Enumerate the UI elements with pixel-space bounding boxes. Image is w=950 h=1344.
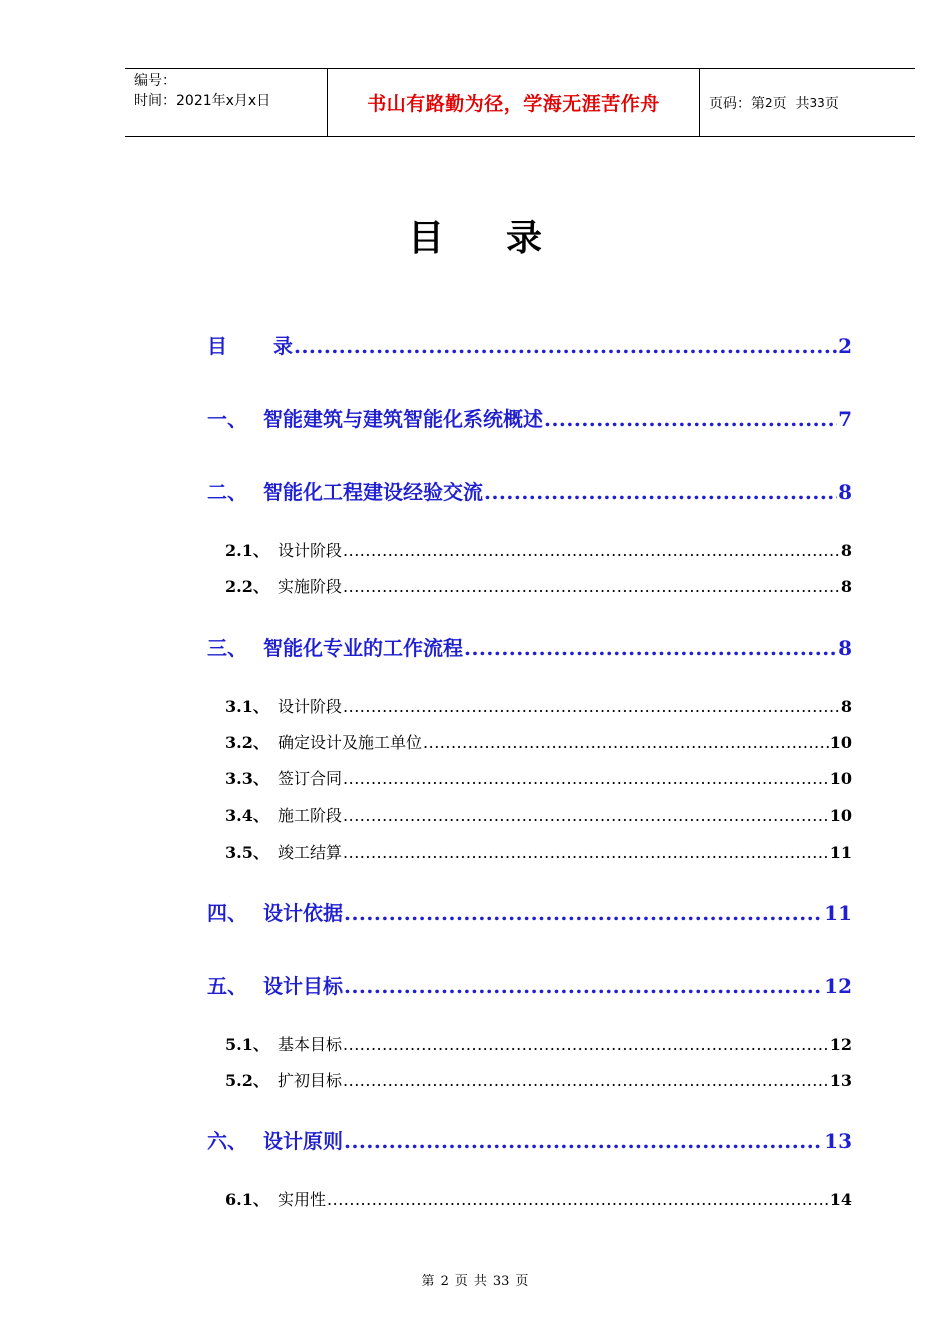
toc-entry-number: 3.1、 [225,697,269,716]
toc-subentry[interactable] [225,840,852,863]
toc-subentry[interactable] [225,1187,852,1210]
page-label: 页码：第 [709,95,765,112]
toc-entry-title: 基本目标 [278,1035,343,1054]
toc-entry-number: 6.1、 [225,1190,269,1209]
toc-dot-leader [343,843,829,862]
header-motto: 书山有路勤为径，学海无涯苦作舟 [327,69,700,136]
footer-label-ye-end: 页 [515,1274,529,1289]
toc-entry-title: 实用性 [278,1190,327,1209]
toc-entry-number: 目 [207,334,227,358]
footer-label-di: 第 [421,1274,435,1289]
toc-entry-title: 确定设计及施工单位 [278,733,423,752]
toc-entry-page: 13 [829,1071,852,1090]
footer-page-number: 2 [440,1274,449,1289]
toc-dot-leader [343,541,840,560]
toc-entry-number: 5.1、 [225,1035,269,1054]
toc-entry-title: 施工阶段 [278,806,343,825]
toc-entry-number: 三、 [207,636,247,660]
toc-dot-leader [343,1071,829,1090]
toc-entry[interactable] [207,403,852,432]
toc-entry[interactable] [207,632,852,661]
toc-dot-leader [484,480,837,504]
toc-entry-page: 11 [824,901,852,925]
toc-dot-leader [343,697,840,716]
toc-subentry[interactable] [225,730,852,753]
toc-entry-title: 设计原则 [263,1129,343,1153]
toc-entry-number: 二、 [207,480,247,504]
toc-entry-page: 8 [838,480,852,504]
toc-dot-leader [344,901,823,925]
toc-entry-title: 设计依据 [263,901,343,925]
toc-entry-title: 签订合同 [278,769,343,788]
footer-page-total: 33 [492,1274,510,1289]
toc-entry[interactable] [207,970,852,999]
toc-entry[interactable] [207,476,852,505]
toc-subentry[interactable] [225,574,852,597]
toc-dot-leader [344,1129,823,1153]
toc-entry[interactable] [207,897,852,926]
toc-entry-page: 10 [829,769,852,788]
toc-entry-title: 设计阶段 [278,541,343,560]
footer-label-ye: 页 [454,1274,468,1289]
toc-entry-page: 8 [840,577,852,596]
title-char-1: 目 [407,218,444,259]
toc-dot-leader [343,577,840,596]
toc-dot-leader [344,974,823,998]
page-footer [0,1270,950,1289]
toc-entry-page: 12 [824,974,852,998]
toc-entry-title: 录 [273,334,293,358]
toc-dot-leader [544,407,837,431]
toc-entry-title: 智能化专业的工作流程 [263,636,463,660]
toc-dot-leader [343,769,829,788]
toc-entry-title: 设计目标 [263,974,343,998]
toc-subentry[interactable] [225,694,852,717]
page-mid: 页 共 [772,95,810,112]
toc-entry-page: 8 [840,697,852,716]
toc-entry-page: 8 [840,541,852,560]
toc-entry-page: 8 [838,636,852,660]
toc-entry-page: 7 [838,407,852,431]
toc-entry-page: 10 [829,806,852,825]
toc-dot-leader [343,806,829,825]
toc-dot-leader [327,1190,829,1209]
toc-entry-title: 竣工结算 [278,843,343,862]
toc-entry[interactable] [207,1125,852,1154]
toc-dot-leader [423,733,829,752]
toc-entry-page: 12 [829,1035,852,1054]
toc-entry-number: 四、 [207,901,247,925]
toc-entry-page: 14 [829,1190,852,1209]
toc-entry-title: 设计阶段 [278,697,343,716]
toc-subentry[interactable] [225,1032,852,1055]
toc-entry-number: 3.4、 [225,806,269,825]
toc-entry-number: 3.5、 [225,843,269,862]
toc-entry-number: 3.3、 [225,769,269,788]
toc-entry-title: 扩初目标 [278,1071,343,1090]
toc-entry-title: 智能建筑与建筑智能化系统概述 [263,407,543,431]
toc-dot-leader [343,1035,829,1054]
toc-subentry[interactable] [225,803,852,826]
toc-entry-number: 一、 [207,407,247,431]
toc-subentry[interactable] [225,766,852,789]
toc-entry-number: 2.2、 [225,577,269,596]
title-char-2: 录 [506,218,543,259]
page-number: 2 [765,95,773,110]
toc-entry-number: 3.2、 [225,733,269,752]
toc-entry-page: 13 [824,1129,852,1153]
toc-entry-page: 2 [838,334,852,358]
time-label: 时间：2021年x月x日 [134,93,271,109]
toc-entry-number: 2.1、 [225,541,269,560]
page-end: 页 [824,95,839,112]
toc-dot-leader [464,636,837,660]
toc-subentry[interactable] [225,1068,852,1091]
toc-entry-number: 五、 [207,974,247,998]
toc-entry-title: 智能化工程建设经验交流 [263,480,483,504]
toc-subentry[interactable] [225,538,852,561]
serial-label: 编号： [134,73,176,89]
footer-label-gong: 共 [473,1274,487,1289]
page-total: 33 [809,95,825,110]
toc-entry[interactable] [207,330,852,359]
toc-entry-page: 11 [829,843,852,862]
toc-entry-title: 实施阶段 [278,577,343,596]
toc-dot-leader [294,334,837,358]
toc-entry-number: 5.2、 [225,1071,269,1090]
toc-entry-number: 六、 [207,1129,247,1153]
toc-entry-page: 10 [829,733,852,752]
